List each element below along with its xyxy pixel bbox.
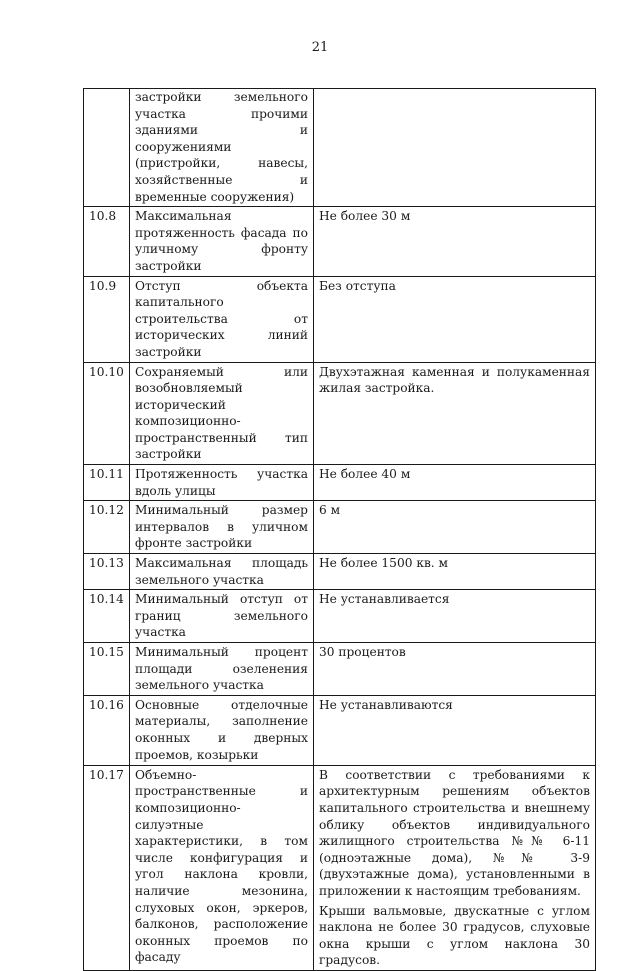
table-row — [84, 276, 596, 362]
row-number: 10.11 — [84, 465, 130, 501]
value-text: Без отступа — [319, 278, 396, 293]
row-number: 10.10 — [84, 362, 130, 465]
parameter-value — [314, 207, 596, 276]
value-text: 6 м — [319, 503, 341, 518]
parameter-name: Основные отделочные материалы, заполнение оконных и дверных проемов, козырьки — [130, 695, 314, 765]
parameter-name: застройки земельного участка прочими зданиями и сооружениями (пристройки, навесы, хозяйственные и временные сооружения) — [130, 89, 314, 207]
table-row — [84, 465, 596, 501]
parameter-value — [314, 765, 596, 970]
row-number — [84, 89, 130, 207]
parameter-name: Объемно-пространственные и композиционно-силуэтные характеристики, в том числе конфигурация и угол наклона кровли, наличие мезонина, слуховых окон, эркеров, балконов, расположение оконных проемов по фасаду — [130, 765, 314, 970]
table-row — [84, 590, 596, 643]
parameter-value — [314, 501, 596, 554]
parameter-value — [314, 590, 596, 643]
parameter-name: Протяженность участка вдоль улицы — [130, 465, 314, 501]
row-number: 10.15 — [84, 643, 130, 696]
parameter-value — [314, 276, 596, 362]
requirements-table — [83, 88, 596, 971]
value-text: Не более 1500 кв. м — [319, 556, 449, 571]
parameter-name: Минимальный отступ от границ земельного участка — [130, 590, 314, 643]
table-row — [84, 554, 596, 590]
page-number: 21 — [311, 40, 329, 55]
parameter-name: Максимальная протяженность фасада по уличному фронту застройки — [130, 207, 314, 276]
table-row — [84, 362, 596, 465]
parameter-value — [314, 554, 596, 590]
parameter-value — [314, 89, 596, 207]
value-text: Двухэтажная каменная и полукаменная жилая застройка. — [319, 364, 590, 396]
table-row — [84, 501, 596, 554]
parameter-name: Максимальная площадь земельного участка — [130, 554, 314, 590]
parameter-name: Минимальный процент площади озеленения земельного участка — [130, 643, 314, 696]
parameter-name: Минимальный размер интервалов в уличном фронте застройки — [130, 501, 314, 554]
requirements-table-body — [84, 89, 596, 971]
table-row — [84, 643, 596, 696]
row-number: 10.16 — [84, 695, 130, 765]
parameter-value — [314, 643, 596, 696]
value-text: В соответствии с требованиями к архитектурным решениям объектов капитального строительства и внешнему облику объектов индивидуального жилищного строительства №№ 6-11 (одноэтажные дома), №№ 3-9 (двухэтажные дома), установленными в приложении к настоящим требованиям. — [319, 767, 590, 898]
value-text: 30 процентов — [319, 645, 406, 659]
row-number: 10.13 — [84, 554, 130, 590]
table-row — [84, 695, 596, 765]
row-number: 10.9 — [84, 276, 130, 362]
parameter-value — [314, 695, 596, 765]
table-row — [84, 89, 596, 207]
value-text: Крыши вальмовые, двускатные с углом наклона не более 30 градусов, слуховые окна крыши с углом наклона 30 градусов. — [319, 903, 590, 968]
row-number: 10.14 — [84, 590, 130, 643]
parameter-name: Отступ объекта капитального строительства от исторических линий застройки — [130, 276, 314, 362]
value-text: Не устанавливаются — [319, 697, 453, 712]
row-number: 10.12 — [84, 501, 130, 554]
value-text: Не устанавливается — [319, 592, 450, 607]
table-row — [84, 765, 596, 970]
value-text: Не более 30 м — [319, 209, 411, 224]
row-number: 10.8 — [84, 207, 130, 276]
parameter-name: Сохраняемый или возобновляемый исторический композиционно-пространственный тип застройки — [130, 362, 314, 465]
parameter-value — [314, 362, 596, 465]
table-row — [84, 207, 596, 276]
parameter-value — [314, 465, 596, 501]
value-text: Не более 40 м — [319, 467, 411, 482]
row-number: 10.17 — [84, 765, 130, 970]
